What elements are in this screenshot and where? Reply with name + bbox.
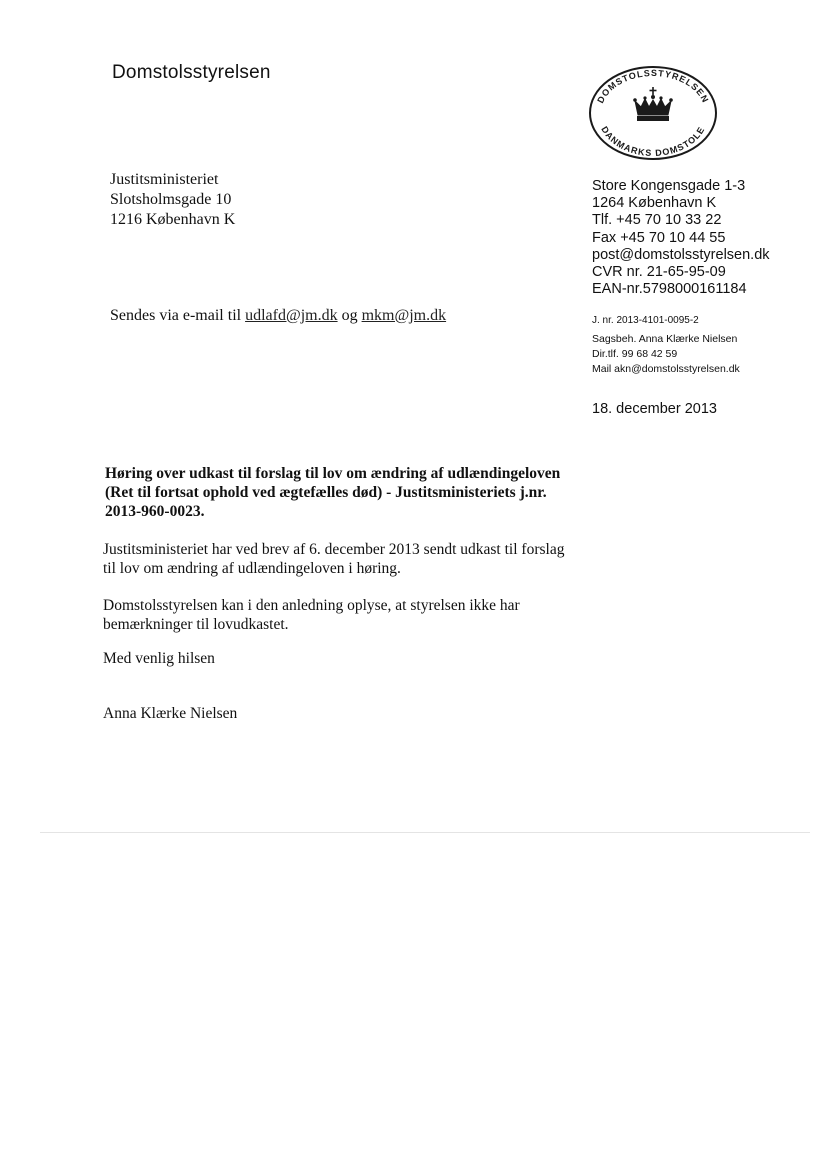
sent-via-prefix: Sendes via e-mail til <box>110 307 242 324</box>
email-link-mkm[interactable]: mkm@jm.dk <box>361 307 447 324</box>
sender-line: Tlf. +45 70 10 33 22 <box>592 212 722 229</box>
recipient-line: Justitsministeriet <box>110 171 219 188</box>
letter-date: 18. december 2013 <box>592 401 717 417</box>
email-link-udlafd[interactable]: udlafd@jm.dk <box>245 307 338 324</box>
seal-graphic <box>588 65 718 161</box>
sender-line: Store Kongensgade 1-3 <box>592 178 746 194</box>
paragraph-line: bemærkninger til lovudkastet. <box>103 615 289 633</box>
recipient-line: Slotsholmsgade 10 <box>110 191 232 208</box>
paragraph-line: Domstolsstyrelsen kan i den anledning oplyse, at styrelsen ikke har <box>103 597 520 614</box>
sent-via-conjunction: og <box>341 307 358 324</box>
recipient-address <box>110 170 235 230</box>
seal-top-text: DOMSTOLSSTYRELSEN <box>595 67 711 105</box>
direct-phone: Dir.tlf. 99 68 42 59 <box>592 348 678 360</box>
sender-line: CVR nr. 21-65-95-09 <box>592 264 726 281</box>
sent-via-line <box>110 307 446 325</box>
recipient-line: 1216 København K <box>110 211 236 228</box>
court-seal <box>588 65 718 161</box>
handler-email: Mail akn@domstolsstyrelsen.dk <box>592 363 740 375</box>
body-paragraph-2 <box>103 597 520 634</box>
organization-name: Domstolsstyrelsen <box>112 62 271 83</box>
subject-line: Høring over udkast til forslag til lov om ændring af udlændingeloven <box>105 465 561 482</box>
svg-text:DANMARKS DOMSTOLE <box>599 125 706 158</box>
sender-line: post@domstolsstyrelsen.dk <box>592 246 770 263</box>
seal-bottom-text: DANMARKS DOMSTOLE <box>599 124 707 159</box>
body-paragraph-1 <box>103 541 564 578</box>
crown-icon <box>633 87 673 121</box>
case-info <box>592 313 740 377</box>
case-handler: Sagsbeh. Anna Klærke Nielsen <box>592 333 738 345</box>
journal-number: J. nr. 2013-4101-0095-2 <box>592 315 699 326</box>
sender-address <box>592 178 770 298</box>
scan-artifact-line <box>40 832 810 833</box>
closing-salutation: Med venlig hilsen <box>103 650 215 667</box>
paragraph-line: til lov om ændring af udlændingeloven i høring. <box>103 559 401 577</box>
subject-line: 2013-960-0023. <box>105 503 205 520</box>
letter-subject <box>105 464 595 521</box>
subject-line: (Ret til fortsat ophold ved ægtefælles død) - Justitsministeriets j.nr. <box>105 484 547 501</box>
sender-line: Fax +45 70 10 44 55 <box>592 229 726 246</box>
sender-line: 1264 København K <box>592 195 717 212</box>
signatory-name: Anna Klærke Nielsen <box>103 705 238 722</box>
paragraph-line: Justitsministeriet har ved brev af 6. december 2013 sendt udkast til forslag <box>103 541 565 558</box>
sender-line: EAN-nr.5798000161184 <box>592 281 747 298</box>
